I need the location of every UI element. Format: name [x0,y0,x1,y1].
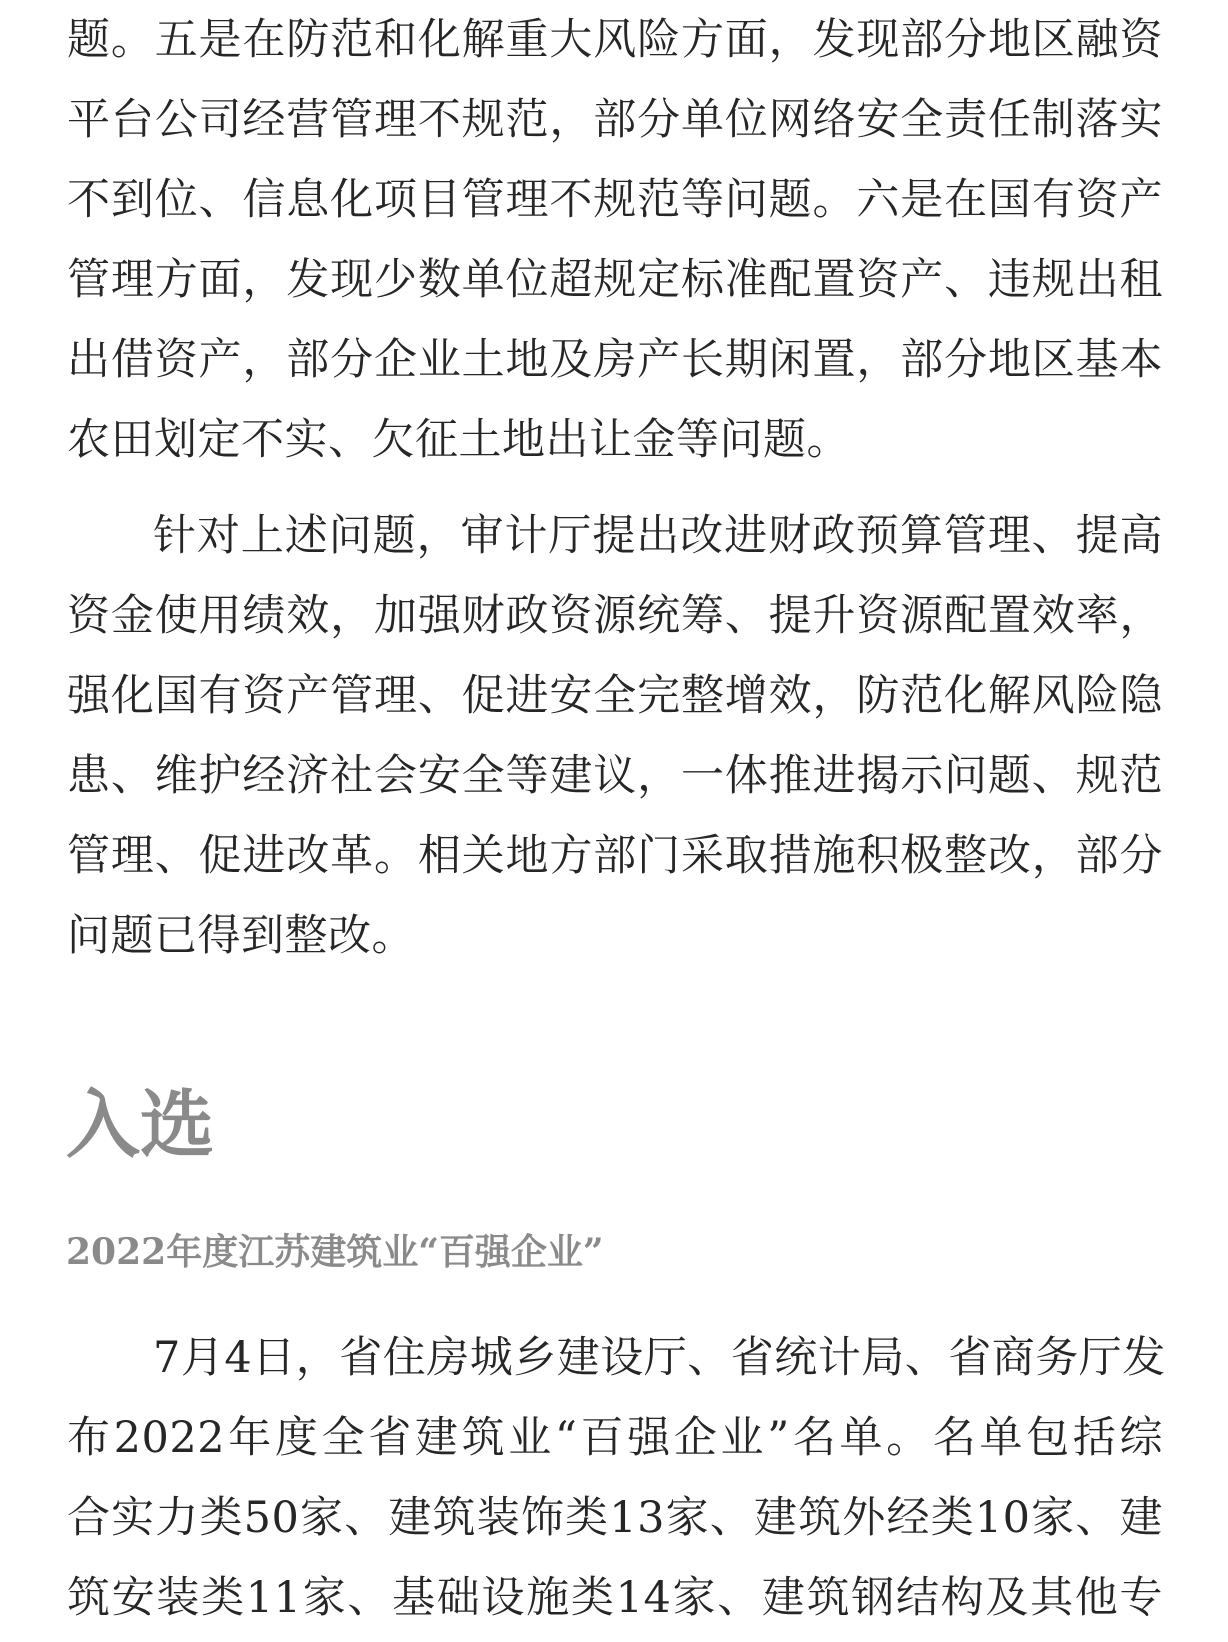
body-paragraph-risk-and-assets [67,0,1163,480]
text-line: 不到位、信息化项目管理不规范等问题。六是在国有资产 [67,175,1163,225]
text-line: 出借资产，部分企业土地及房产长期闲置，部分地区基本 [67,335,1163,385]
text-line: 平台公司经营管理不规范，部分单位网络安全责任制落实 [67,95,1163,145]
section-heading: 入选 [66,1082,214,1168]
section-subheading: 2022年度江苏建筑业“百强企业” [66,1231,604,1273]
text-line: 针对上述问题，审计厅提出改进财政预算管理、提高 [153,511,1163,561]
text-line: 资金使用绩效，加强财政资源统筹、提升资源配置效率， [67,591,1163,641]
text-line: 问题已得到整改。 [67,911,415,961]
text-line: 患、维护经济社会安全等建议，一体推进揭示问题、规范 [67,751,1163,801]
text-line: 农田划定不实、欠征土地出让金等问题。 [67,415,850,465]
text-line: 管理、促进改革。相关地方部门采取措施积极整改，部分 [67,831,1163,881]
text-line: 7月4日，省住房城乡建设厅、省统计局、省商务厅发 [153,1333,1166,1383]
text-line: 题。五是在防范和化解重大风险方面，发现部分地区融资 [67,15,1163,65]
text-line: 强化国有资产管理、促进安全完整增效，防范化解风险隐 [67,671,1163,721]
text-line: 筑安装类11家、基础设施类14家、建筑钢结构及其他专 [67,1573,1163,1623]
text-line: 布2022年度全省建筑业“百强企业”名单。名单包括综 [67,1413,1163,1463]
body-paragraph-recommendations [67,496,1163,976]
text-line: 合实力类50家、建筑装饰类13家、建筑外经类10家、建 [67,1493,1163,1543]
text-line: 管理方面，发现少数单位超规定标准配置资产、违规出租 [67,255,1163,305]
body-paragraph-top-enterprises [67,1318,1166,1638]
